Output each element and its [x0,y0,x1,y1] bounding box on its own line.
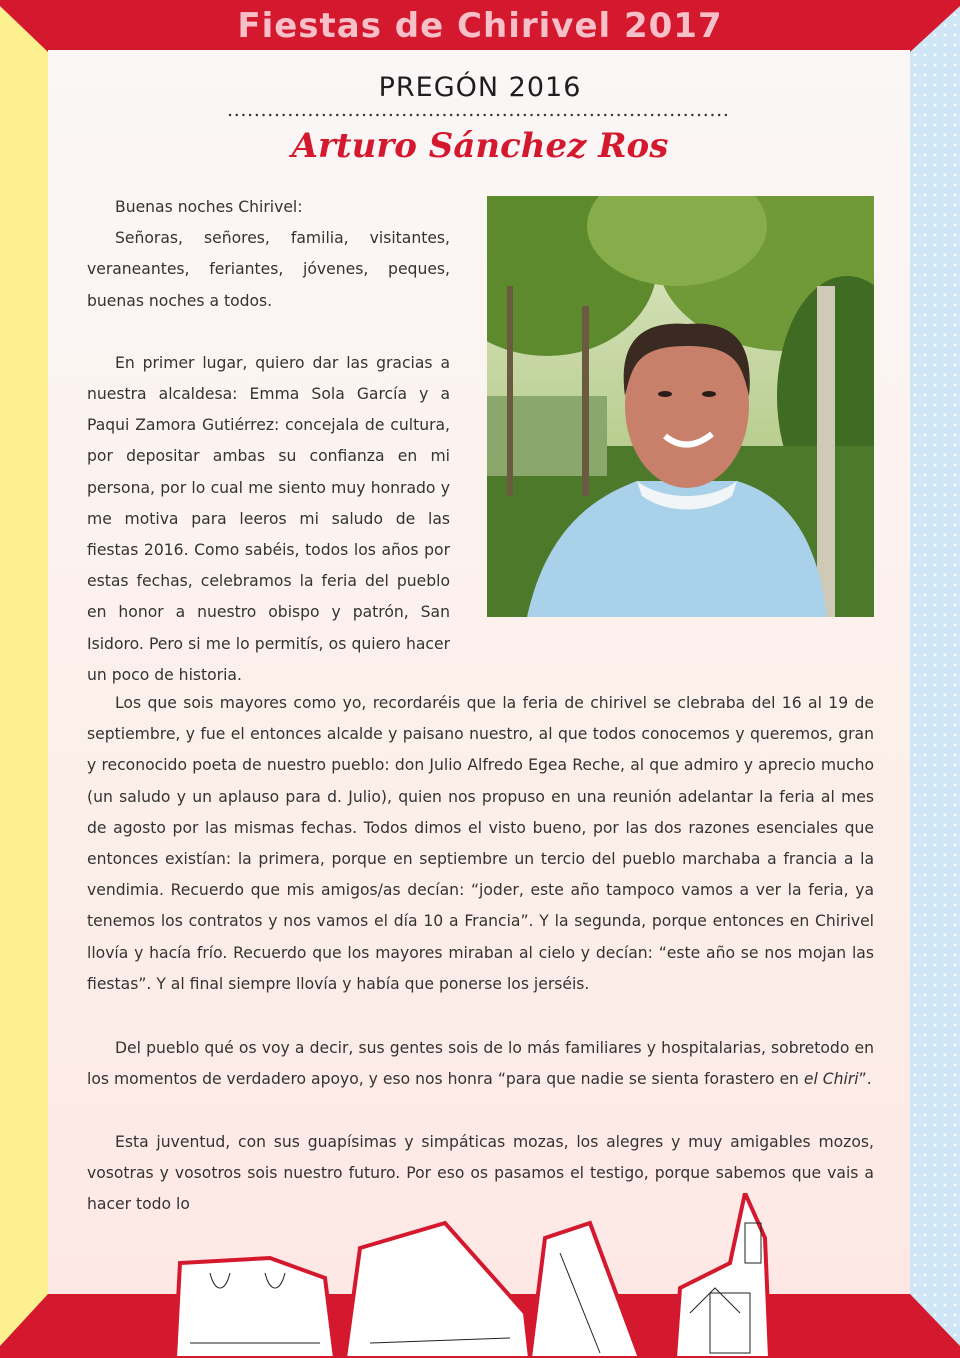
page-heading: PREGÓN 2016 [378,72,582,103]
paragraph-youth: Esta juventud, con sus guapísimas y simpáticas mozas, los alegres y muy amigables mozos, vosotras y vosotros sois nuestro futuro. Por eso os pasamos el testigo, porque sabemos que vais a hacer todo lo [87,1133,874,1214]
paragraph-hospitality [87,1033,874,1095]
greeting: Buenas noches Chirivel: [115,198,303,216]
intro-column [87,192,450,691]
village-sketch-illustration [170,1193,785,1358]
paragraph-history: Los que sois mayores como yo, recordaréis que la feria de chirivel se clebraba del 16 al 19 de septiembre, y fue el entonces alcalde y paisano nuestro, al que todos conocemos y queremos, gran y reconocido poeta de nuestro pueblo: don Julio Alfredo Egea Reche, al que admiro y aprecio mucho (un saludo y un aplauso para d. Julio), quien nos propuso en una reunión adelantar la feria al mes de agosto por las mismas fechas. Todos dimos el visto bueno, por las dos razones esenciales que entonces existían: la primera, porque en septiembre un tercio del pueblo marchaba a francia a la vendimia. Recuerdo que mis amigos/as decían: “joder, este año tampoco vamos a ver la feria, ya tenemos los contratos y nos vamos el día 10 a Francia”. Y la segunda, porque entonces en Chirivel llovía y hacía frío. Recuerdo que los mayores miraban al cielo y decían: “este año se nos mojan las fiestas”. Y al final siempre llovía y había que ponerse los jerséis. [87,694,874,993]
el-chiri-text: el Chiri [803,1070,859,1089]
paragraph-thanks: En primer lugar, quiero dar las gracias a nuestra alcaldesa: Emma Sola García y a Paqui Zamora Gutiérrez: concejala de cultura, por depositar ambas su confianza en mi persona, por lo cual me siento muy honrado y me motiva para leeros mi saludo de las fiestas 2016. Como sabéis, todos los años por estas fechas, celebramos la feria del pueblo en honor a nuestro obispo y patrón, San Isidoro. Pero si me lo permitís, os quiero hacer un poco de historia. [87,353,450,684]
dotted-divider [228,112,734,118]
closing-quote-text: ”. [858,1070,872,1089]
hospitality-text: Del pueblo qué os voy a decir, sus gentes sois de lo más familiares y hospitalarias, sobretodo en los momentos de verdadero apoyo, y eso nos honra “para que nadie se sienta forastero en [87,1039,874,1089]
author-name: Arturo Sánchez Ros [291,126,669,166]
left-border-stripe [0,0,48,1358]
portrait-photo [487,196,874,617]
banner-title: Fiestas de Chirivel 2017 [237,6,723,46]
greeting-audience: Señoras, señores, familia, visitantes, veraneantes, feriantes, jóvenes, peques, buenas noches a todos. [87,229,450,310]
right-border-stripe [910,0,960,1358]
